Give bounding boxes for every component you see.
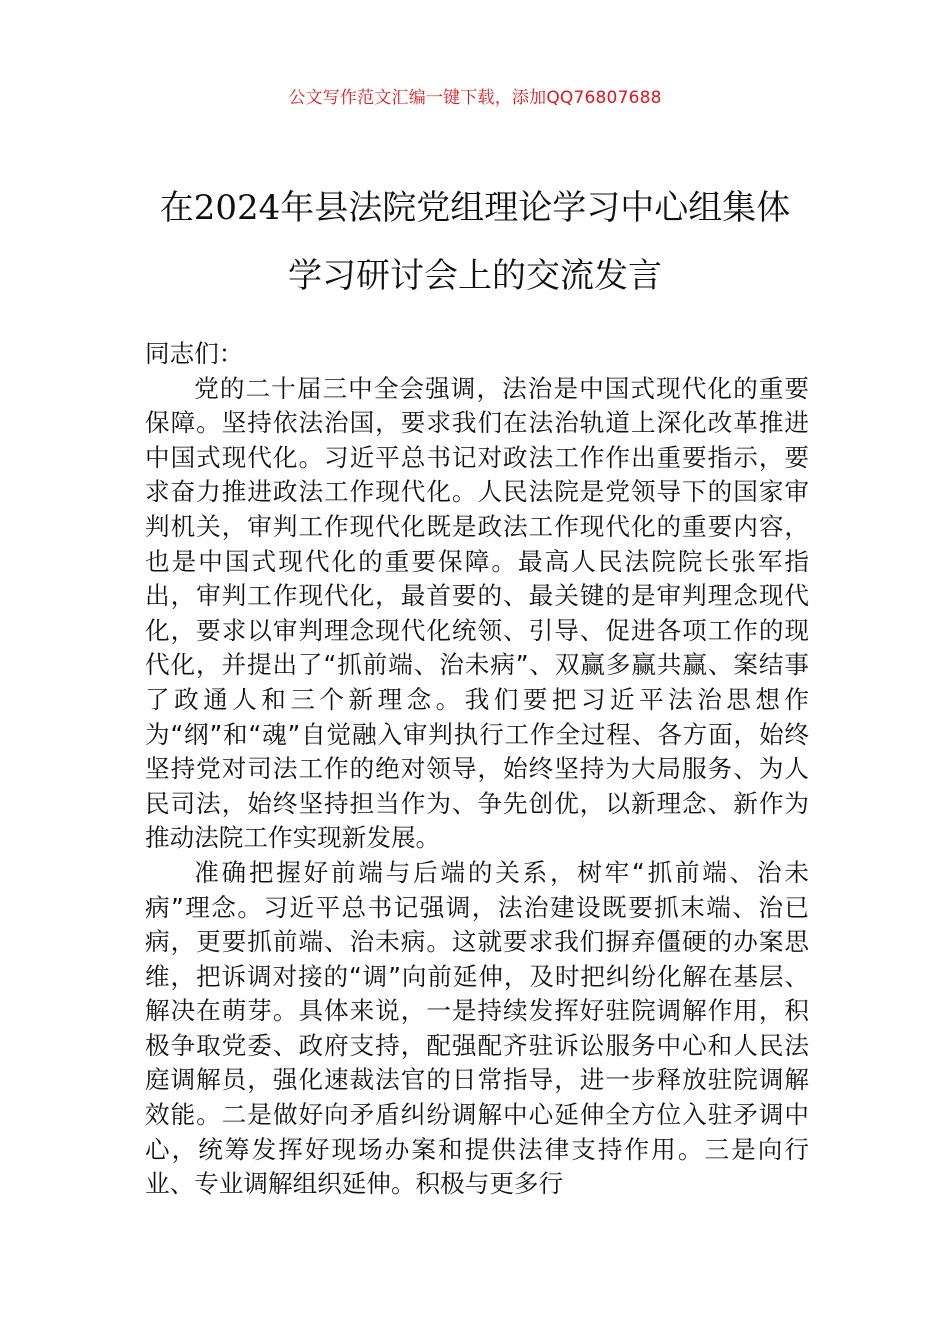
download-banner: 公文写作范文汇编一键下载，添加QQ76807688 [288, 88, 662, 108]
document-body [145, 337, 809, 1202]
document-title [120, 174, 830, 310]
body-paragraph-1: 党的二十届三中全会强调，法治是中国式现代化的重要保障。坚持依法治国，要求我们在法治轨道上深化改革推进中国式现代化。习近平总书记对政法工作作出重要指示，要求奋力推进政法工作现代化。人民法院是党领导下的国家审判机关，审判工作现代化既是政法工作现代化的重要内容，也是中国式现代化的重要保障。最高人民法院院长张军指出，审判工作现代化，最首要的、最关键的是审判理念现代化，要求以审判理念现代化统领、引导、促进各项工作的现代化，并提出了“抓前端、治未病”、双赢多赢共赢、案结事了政通人和三个新理念。我们要把习近平法治思想作为“纲”和“魂”自觉融入审判执行工作全过程、各方面，始终坚持党对司法工作的绝对领导，始终坚持为大局服务、为人民司法，始终坚持担当作为、争先创优，以新理念、新作为推动法院工作实现新发展。 [145, 373, 809, 853]
title-line-1: 在2024年县法院党组理论学习中心组集体 [159, 188, 791, 228]
title-line-2: 学习研讨会上的交流发言 [288, 256, 662, 296]
body-paragraph-2: 准确把握好前端与后端的关系，树牢“抓前端、治未病”理念。习近平总书记强调，法治建设既要抓末端、治已病，更要抓前端、治未病。这就要求我们摒弃僵硬的办案思维，把诉调对接的“调”向前延伸，及时把纠纷化解在基层、解决在萌芽。具体来说，一是持续发挥好驻院调解作用，积极争取党委、政府支持，配强配齐驻诉讼服务中心和人民法庭调解员，强化速裁法官的日常指导，进一步释放驻院调解效能。二是做好向矛盾纠纷调解中心延伸全方位入驻矛调中心，统筹发挥好现场办案和提供法律支持作用。三是向行业、专业调解组织延伸。积极与更多行 [145, 857, 809, 1199]
salutation: 同志们： [145, 339, 244, 368]
